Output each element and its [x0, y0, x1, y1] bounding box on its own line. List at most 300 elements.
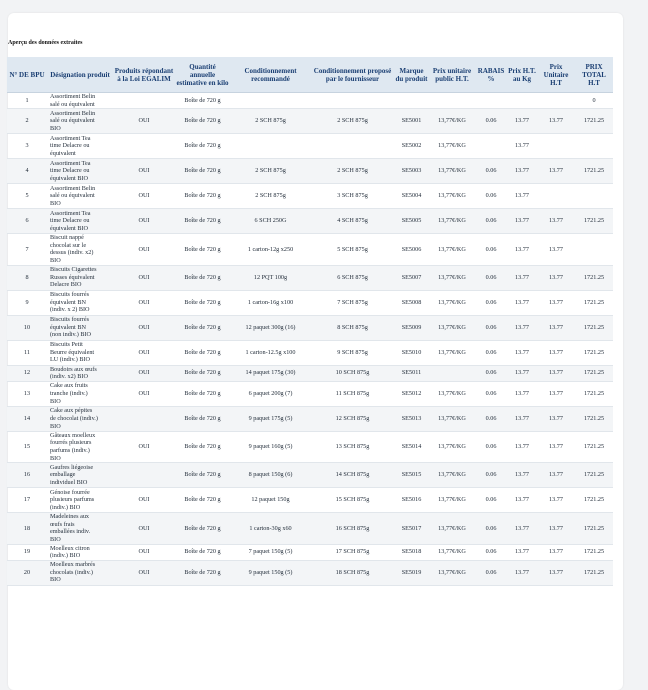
cell-prix-public: 13,77€/KG	[438, 414, 466, 422]
cell-prix-total: 1721.25	[583, 298, 605, 306]
designation-line: salé ou équivalent	[50, 192, 95, 200]
cell-quantite: Boîte de 720 g	[184, 548, 221, 556]
cell-cond-recommande: 9 paquet 150g (5)	[248, 568, 293, 576]
col-header-cond-recommande: Conditionnement recommandé	[230, 57, 311, 93]
designation-line: Biscuits fourrés	[50, 316, 90, 324]
col-header-quantite: Quantité annuelle estimative en kilo	[175, 57, 230, 93]
cell-prix-total: 1721.25	[583, 273, 605, 281]
designation-line: emballage	[50, 471, 76, 479]
cell-prix-public: 13,77€/KG	[438, 348, 466, 356]
cell-rabais: 0.06	[485, 117, 497, 125]
cell-prix-total: 1721.25	[583, 496, 605, 504]
cell-num: 5	[25, 192, 29, 200]
cell-prix-public: 13,77€/KG	[438, 548, 466, 556]
cell-designation	[47, 381, 113, 406]
cell-prix-public: 13,77€/KG	[438, 389, 466, 397]
cell-rabais: 0.06	[485, 414, 497, 422]
cell-egalim: OUI	[138, 369, 150, 377]
designation-line: BIO	[50, 199, 61, 207]
cell-prix-kg: 13.77	[515, 298, 529, 306]
table-row	[7, 431, 613, 462]
cell-designation	[47, 431, 113, 462]
designation-line: Gaufres liégeoise	[50, 463, 94, 471]
cell-prix-public	[429, 365, 475, 381]
cell-rabais	[475, 134, 507, 159]
cell-num: 14	[23, 414, 31, 422]
cell-designation	[47, 488, 113, 513]
designation-line: (indiv. x 2) BIO	[50, 306, 90, 314]
cell-prix-public: 13,77€/KG	[438, 117, 466, 125]
cell-marque: SE5014	[401, 443, 422, 451]
col-header-prix-unitaire: Prix Unitaire H.T	[537, 57, 575, 93]
cell-quantite: Boîte de 720 g	[184, 348, 221, 356]
table-row	[7, 340, 613, 365]
cell-marque: SE5013	[401, 414, 422, 422]
table-row	[7, 560, 613, 585]
cell-prix-public: 13,77€/KG	[438, 273, 466, 281]
designation-line: Gâteaux moelleux	[50, 431, 96, 439]
col-header-designation: Désignation produit	[47, 57, 113, 93]
table-header-row	[7, 57, 613, 93]
designation-line: dessus (indiv. x2)	[50, 249, 94, 257]
cell-quantite: Boîte de 720 g	[184, 298, 221, 306]
cell-prix-public: 13,77€/KG	[438, 142, 466, 150]
cell-prix-kg: 13.77	[515, 348, 529, 356]
cell-prix-total: 1721.25	[583, 167, 605, 175]
cell-prix-kg: 13.77	[515, 192, 529, 200]
designation-line: time Delacre ou	[50, 217, 90, 225]
designation-line: Moelleux citron	[50, 544, 90, 552]
cell-marque: SE5015	[401, 471, 422, 479]
designation-line: emballées indiv.	[50, 528, 91, 536]
cell-prix-total: 1721.25	[583, 389, 605, 397]
cell-prix-total: 1721.25	[583, 117, 605, 125]
designation-line: Génoise fourrée	[50, 488, 90, 496]
cell-egalim: OUI	[138, 443, 150, 451]
cell-prix-public	[429, 93, 475, 109]
cell-num: 13	[23, 389, 31, 397]
cell-prix-kg: 13.77	[515, 323, 529, 331]
designation-line: Madeleines aux	[50, 513, 90, 521]
cell-prix-total: 1721.25	[583, 471, 605, 479]
table-row	[7, 184, 613, 209]
cell-prix-kg	[507, 93, 537, 109]
cell-cond-propose: 17 SCH 875g	[335, 548, 370, 556]
cell-quantite: Boîte de 720 g	[184, 142, 221, 150]
cell-prix-kg: 13.77	[515, 471, 529, 479]
designation-line: BIO	[50, 422, 61, 430]
cell-egalim: OUI	[138, 298, 150, 306]
cell-num: 1	[25, 96, 29, 104]
cell-marque: SE5003	[401, 167, 422, 175]
designation-line: équivalent BN	[50, 323, 86, 331]
cell-cond-propose: 14 SCH 875g	[335, 471, 370, 479]
cell-cond-propose: 8 SCH 875g	[337, 323, 368, 331]
cell-prix-unitaire: 13.77	[549, 414, 563, 422]
col-header-rabais: RABAIS %	[475, 57, 507, 93]
cell-egalim: OUI	[138, 524, 150, 532]
designation-line: parfums (indiv.)	[50, 446, 90, 454]
designation-line: équivalent	[50, 149, 76, 157]
cell-egalim: OUI	[138, 323, 150, 331]
cell-designation	[47, 234, 113, 265]
cell-prix-total: 1721.25	[583, 414, 605, 422]
cell-quantite: Boîte de 720 g	[184, 568, 221, 576]
cell-marque: SE5011	[401, 369, 422, 377]
cell-prix-public: 13,77€/KG	[438, 167, 466, 175]
cell-cond-recommande: 1 carton-16g x100	[247, 298, 294, 306]
cell-prix-total: 1721.25	[583, 323, 605, 331]
cell-prix-unitaire: 13.77	[549, 117, 563, 125]
cell-designation	[47, 109, 113, 134]
cell-egalim	[113, 134, 175, 159]
cell-rabais: 0.06	[485, 389, 497, 397]
cell-marque: SE5005	[401, 217, 422, 225]
cell-num: 20	[23, 568, 31, 576]
cell-num: 12	[23, 369, 31, 377]
cell-prix-unitaire: 13.77	[549, 298, 563, 306]
cell-designation	[47, 406, 113, 431]
cell-quantite: Boîte de 720 g	[184, 167, 221, 175]
cell-marque: SE5004	[401, 192, 422, 200]
designation-line: (non indiv.) BIO	[50, 331, 92, 339]
cell-prix-unitaire: 13.77	[549, 389, 563, 397]
designation-line: œufs frais	[50, 520, 75, 528]
cell-designation	[47, 513, 113, 544]
table-row	[7, 406, 613, 431]
cell-designation	[47, 463, 113, 488]
cell-quantite: Boîte de 720 g	[184, 245, 221, 253]
cell-marque: SE5001	[401, 117, 422, 125]
cell-cond-propose: 3 SCH 875g	[337, 192, 368, 200]
cell-prix-unitaire: 13.77	[549, 348, 563, 356]
cell-designation	[47, 209, 113, 234]
cell-egalim	[113, 463, 175, 488]
cell-cond-propose: 4 SCH 875g	[337, 217, 368, 225]
designation-line: Delacre BIO	[50, 281, 82, 289]
cell-rabais	[475, 93, 507, 109]
designation-line: chocolat sur le	[50, 241, 87, 249]
cell-designation	[47, 134, 113, 159]
cell-marque: SE5009	[401, 323, 422, 331]
cell-egalim: OUI	[138, 568, 150, 576]
cell-rabais: 0.06	[485, 192, 497, 200]
cell-rabais: 0.06	[485, 496, 497, 504]
cell-cond-recommande: 12 paquet 300g (16)	[245, 323, 296, 331]
cell-designation	[47, 365, 113, 381]
designation-line: BIO	[50, 124, 61, 132]
cell-rabais: 0.06	[485, 217, 497, 225]
col-header-num: N° DE BPU	[7, 57, 47, 93]
cell-prix-kg: 13.77	[515, 142, 529, 150]
designation-line: time Delacre ou	[50, 142, 90, 150]
cell-rabais: 0.06	[485, 471, 497, 479]
cell-prix-kg: 13.77	[515, 548, 529, 556]
cell-designation	[47, 290, 113, 315]
cell-cond-recommande: 12 paquet 150g	[251, 496, 290, 504]
cell-egalim: OUI	[138, 348, 150, 356]
cell-prix-kg: 13.77	[515, 443, 529, 451]
cell-rabais: 0.06	[485, 348, 497, 356]
cell-rabais: 0.06	[485, 369, 497, 377]
cell-rabais: 0.06	[485, 524, 497, 532]
designation-line: Moelleux marbrés	[50, 561, 96, 569]
cell-prix-public: 13,77€/KG	[438, 471, 466, 479]
cell-num: 15	[23, 443, 31, 451]
cell-prix-kg: 13.77	[515, 568, 529, 576]
cell-egalim: OUI	[138, 217, 150, 225]
designation-line: Russes équivalent	[50, 273, 95, 281]
cell-quantite: Boîte de 720 g	[184, 273, 221, 281]
section-title: Aperçu des données extraites	[8, 40, 83, 46]
cell-prix-kg: 13.77	[515, 369, 529, 377]
designation-line: Biscuits Petit	[50, 341, 83, 349]
cell-prix-unitaire	[537, 184, 575, 209]
cell-prix-total: 1721.25	[583, 524, 605, 532]
cell-designation	[47, 340, 113, 365]
table-row	[7, 109, 613, 134]
cell-prix-unitaire: 13.77	[549, 524, 563, 532]
cell-marque: SE5008	[401, 298, 422, 306]
cell-cond-propose: 11 SCH 875g	[335, 389, 370, 397]
cell-num: 2	[25, 117, 29, 125]
table-row	[7, 488, 613, 513]
cell-num: 19	[23, 548, 31, 556]
col-header-cond-propose: Conditionnement proposé par le fournisseur	[311, 57, 394, 93]
designation-line: Biscuits Cigarettes	[50, 266, 97, 274]
cell-prix-total: 1721.25	[583, 369, 605, 377]
designation-line: équivalent BN	[50, 298, 86, 306]
col-header-prix-public: Prix unitaire public H.T.	[429, 57, 475, 93]
cell-num: 9	[25, 298, 29, 306]
cell-marque: SE5006	[401, 245, 422, 253]
designation-line: équivalent BIO	[50, 174, 88, 182]
cell-prix-kg: 13.77	[515, 273, 529, 281]
cell-prix-unitaire: 13.77	[549, 273, 563, 281]
designation-line: BIO	[50, 576, 61, 584]
cell-marque: SE5016	[401, 496, 422, 504]
cell-cond-propose: 16 SCH 875g	[335, 524, 370, 532]
cell-quantite: Boîte de 720 g	[184, 443, 221, 451]
cell-prix-public: 13,77€/KG	[438, 443, 466, 451]
designation-line: Cake aux pépites	[50, 407, 93, 415]
cell-prix-public: 13,77€/KG	[438, 496, 466, 504]
cell-prix-kg: 13.77	[515, 496, 529, 504]
cell-egalim: OUI	[138, 245, 150, 253]
cell-marque	[394, 93, 429, 109]
table-row	[7, 234, 613, 265]
cell-prix-unitaire	[537, 134, 575, 159]
cell-prix-total: 0	[592, 96, 596, 104]
cell-prix-total: 1721.25	[583, 348, 605, 356]
table-row	[7, 265, 613, 290]
cell-num: 10	[23, 323, 31, 331]
table-row	[7, 513, 613, 544]
cell-cond-propose: 5 SCH 875g	[337, 245, 368, 253]
cell-quantite: Boîte de 720 g	[184, 496, 221, 504]
cell-quantite: Boîte de 720 g	[184, 471, 221, 479]
cell-quantite: Boîte de 720 g	[184, 96, 221, 104]
cell-num: 3	[25, 142, 29, 150]
cell-quantite: Boîte de 720 g	[184, 192, 221, 200]
cell-prix-unitaire: 13.77	[549, 369, 563, 377]
table-row	[7, 159, 613, 184]
cell-num: 17	[23, 496, 31, 504]
cell-rabais: 0.06	[485, 323, 497, 331]
cell-cond-recommande	[230, 93, 311, 109]
designation-line: Cake aux fruits	[50, 382, 88, 390]
cell-quantite: Boîte de 720 g	[184, 217, 221, 225]
designation-line: salé ou équivalent	[50, 100, 95, 108]
cell-cond-recommande: 14 paquet 175g (30)	[245, 369, 296, 377]
cell-prix-unitaire	[537, 93, 575, 109]
cell-num: 4	[25, 167, 29, 175]
designation-line: BIO	[50, 397, 61, 405]
cell-cond-propose: 10 SCH 875g	[335, 369, 370, 377]
designation-line: équivalent BIO	[50, 224, 88, 232]
cell-rabais: 0.06	[485, 273, 497, 281]
cell-prix-public: 13,77€/KG	[438, 323, 466, 331]
cell-prix-unitaire: 13.77	[549, 443, 563, 451]
table-row	[7, 544, 613, 560]
cell-designation	[47, 544, 113, 560]
cell-prix-kg: 13.77	[515, 167, 529, 175]
designation-line: de chocolat (indiv.)	[50, 414, 98, 422]
cell-quantite: Boîte de 720 g	[184, 524, 221, 532]
cell-egalim: OUI	[138, 117, 150, 125]
cell-marque: SE5018	[401, 548, 422, 556]
designation-line: chocolats (indiv.)	[50, 568, 93, 576]
cell-cond-propose	[311, 93, 394, 109]
col-header-prix-total: PRIX TOTAL H.T	[575, 57, 613, 93]
cell-marque: SE5007	[401, 273, 422, 281]
cell-num: 6	[25, 217, 29, 225]
cell-cond-recommande: 8 paquet 150g (6)	[248, 471, 293, 479]
cell-num: 8	[25, 273, 29, 281]
cell-marque: SE5017	[401, 524, 422, 532]
cell-egalim: OUI	[138, 273, 150, 281]
table-row	[7, 463, 613, 488]
designation-line: Assortiment Tea	[50, 209, 91, 217]
cell-quantite: Boîte de 720 g	[184, 389, 221, 397]
cell-cond-recommande: 12 PQT 100g	[253, 273, 288, 281]
cell-designation	[47, 560, 113, 585]
col-header-egalim: Produits répondant à la Loi EGALIM	[113, 57, 175, 93]
cell-num: 11	[24, 348, 30, 356]
cell-prix-kg: 13.77	[515, 389, 529, 397]
cell-cond-propose: 7 SCH 875g	[337, 298, 368, 306]
cell-prix-unitaire: 13.77	[549, 323, 563, 331]
cell-cond-recommande: 2 SCH 875g	[255, 117, 286, 125]
cell-prix-total: 1721.25	[583, 443, 605, 451]
designation-line: Assortiment Tea	[50, 159, 91, 167]
cell-prix-public: 13,77€/KG	[438, 192, 466, 200]
cell-marque: SE5019	[401, 568, 422, 576]
designation-line: Beurre équivalent	[50, 348, 95, 356]
cell-cond-recommande: 1 carton-12.5g x100	[245, 348, 296, 356]
cell-rabais: 0.06	[485, 548, 497, 556]
table-row	[7, 290, 613, 315]
cell-quantite: Boîte de 720 g	[184, 369, 221, 377]
designation-line: time Delacre ou	[50, 167, 90, 175]
cell-quantite: Boîte de 720 g	[184, 414, 221, 422]
cell-prix-public: 13,77€/KG	[438, 245, 466, 253]
cell-cond-recommande	[230, 134, 311, 159]
table-row	[7, 134, 613, 159]
designation-line: (indiv.) BIO	[50, 552, 81, 560]
cell-designation	[47, 184, 113, 209]
cell-cond-recommande: 9 paquet 160g (5)	[248, 443, 293, 451]
cell-cond-propose: 6 SCH 875g	[337, 273, 368, 281]
cell-egalim: OUI	[138, 548, 150, 556]
cell-egalim	[113, 406, 175, 431]
cell-prix-kg: 13.77	[515, 117, 529, 125]
cell-quantite: Boîte de 720 g	[184, 117, 221, 125]
table-row	[7, 315, 613, 340]
cell-num: 18	[23, 524, 31, 532]
table-row	[7, 365, 613, 381]
cell-rabais: 0.06	[485, 298, 497, 306]
designation-line: Assortiment Belin	[50, 109, 96, 117]
cell-cond-propose: 18 SCH 875g	[335, 568, 370, 576]
cell-rabais: 0.06	[485, 167, 497, 175]
cell-designation	[47, 159, 113, 184]
designation-line: BIO	[50, 535, 61, 543]
table-row	[7, 381, 613, 406]
cell-prix-total: 1721.25	[583, 217, 605, 225]
cell-rabais: 0.06	[485, 568, 497, 576]
cell-cond-propose: 12 SCH 875g	[335, 414, 370, 422]
cell-cond-recommande: 6 paquet 200g (7)	[248, 389, 293, 397]
cell-prix-total: 1721.25	[583, 568, 605, 576]
cell-cond-propose: 13 SCH 875g	[335, 443, 370, 451]
cell-cond-recommande: 2 SCH 875g	[255, 167, 286, 175]
cell-prix-unitaire: 13.77	[549, 496, 563, 504]
cell-cond-recommande: 1 carton-12g x250	[247, 245, 294, 253]
cell-marque: SE5002	[401, 142, 422, 150]
designation-line: Biscuits fourrés	[50, 291, 90, 299]
cell-prix-total	[575, 234, 613, 265]
cell-prix-unitaire: 13.77	[549, 217, 563, 225]
col-header-marque: Marque du produit	[394, 57, 429, 93]
cell-prix-unitaire: 13.77	[549, 245, 563, 253]
designation-line: salé ou équivalent	[50, 117, 95, 125]
cell-egalim: OUI	[138, 167, 150, 175]
cell-cond-recommande: 7 paquet 150g (5)	[248, 548, 293, 556]
cell-rabais: 0.06	[485, 245, 497, 253]
cell-num: 16	[23, 471, 31, 479]
cell-cond-propose	[311, 134, 394, 159]
cell-prix-unitaire: 13.77	[549, 471, 563, 479]
designation-line: LU (indiv.) BIO	[50, 356, 90, 364]
cell-prix-kg: 13.77	[515, 245, 529, 253]
cell-prix-total	[575, 134, 613, 159]
designation-line: Biscuit nappé	[50, 234, 84, 242]
cell-prix-kg: 13.77	[515, 217, 529, 225]
designation-line: Assortiment Belin	[50, 184, 96, 192]
cell-cond-propose: 15 SCH 875g	[335, 496, 370, 504]
cell-prix-unitaire: 13.77	[549, 548, 563, 556]
cell-prix-public: 13,77€/KG	[438, 568, 466, 576]
cell-egalim: OUI	[138, 496, 150, 504]
cell-prix-unitaire: 13.77	[549, 568, 563, 576]
cell-prix-public: 13,77€/KG	[438, 217, 466, 225]
cell-prix-kg: 13.77	[515, 414, 529, 422]
col-header-prix-kg: Prix H.T. au Kg	[507, 57, 537, 93]
cell-egalim	[113, 93, 175, 109]
cell-marque: SE5012	[401, 389, 422, 397]
cell-cond-propose: 2 SCH 875g	[337, 167, 368, 175]
